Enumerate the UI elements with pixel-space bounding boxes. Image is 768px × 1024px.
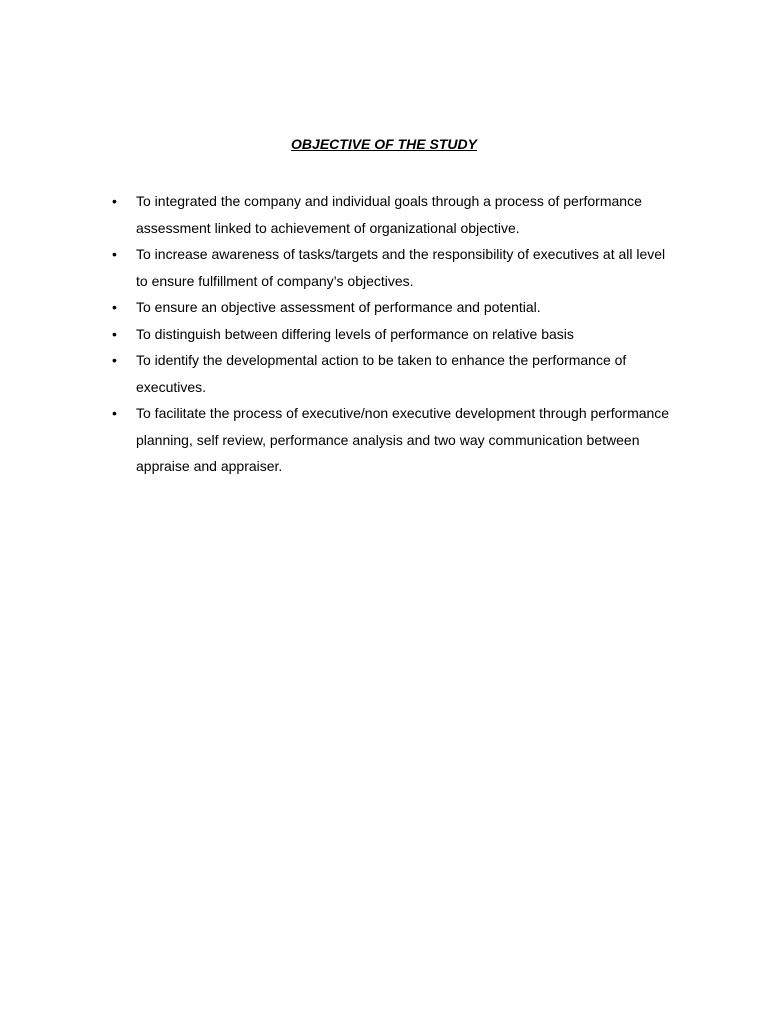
objective-text: To ensure an objective assessment of performance and potential. [136, 299, 541, 315]
objective-item [0, 347, 768, 400]
bullet-icon: • [112, 405, 117, 421]
objective-item [0, 400, 768, 480]
objective-item [0, 294, 768, 321]
bullet-icon: • [112, 352, 117, 368]
bullet-icon: • [112, 246, 117, 262]
objective-item [0, 321, 768, 348]
objective-item [0, 241, 768, 294]
objectives-list [0, 188, 768, 480]
objective-text: To facilitate the process of executive/non executive development through performance planning, self review, performance analysis and two way communication between appraise and appraiser. [136, 405, 670, 474]
page-title: OBJECTIVE OF THE STUDY [291, 136, 477, 152]
bullet-icon: • [112, 299, 117, 315]
objective-text: To identify the developmental action to be taken to enhance the performance of executives. [136, 352, 627, 395]
objective-item [0, 188, 768, 241]
bullet-icon: • [112, 193, 117, 209]
objective-text: To integrated the company and individual goals through a process of performance assessment linked to achievement of organizational objective. [136, 193, 642, 236]
objective-text: To increase awareness of tasks/targets and the responsibility of executives at all level to ensure fulfillment of company’s objectives. [136, 246, 666, 289]
bullet-icon: • [112, 325, 117, 342]
objective-text: To distinguish between differing levels of performance on relative basis [136, 325, 574, 342]
